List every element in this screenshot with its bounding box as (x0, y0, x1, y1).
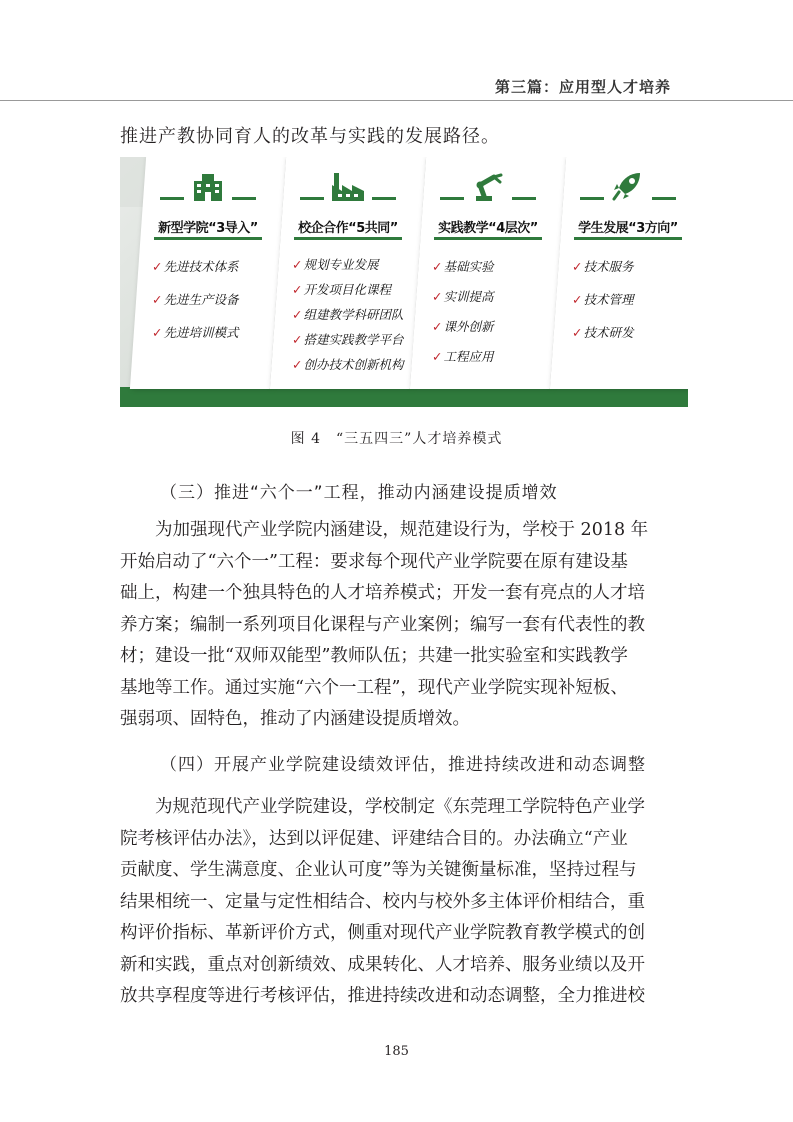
check-icon: ✓ (292, 282, 303, 297)
title-rule (154, 237, 262, 240)
list-item: ✓工程应用 (432, 349, 494, 364)
figure-caption: 图 4 “三五四三”人才培养模式 (290, 431, 503, 447)
card-school-enterprise (270, 157, 426, 389)
icon-rule-right (232, 197, 256, 200)
check-icon: ✓ (572, 292, 583, 307)
card-title: 校企合作“5共同” (298, 221, 398, 236)
check-icon: ✓ (292, 357, 303, 372)
section-4-paragraph: 为规范现代产业学院建设，学校制定《东莞理工学院特色产业学 院考核评估办法》，达到以评促建、评建结合目的。办法确立“产业 贡献度、学生满意度、企业认可度”等为关键衡量标准，坚持过程与 结果相统一、定量与定性相结合、校内与校外多主体评价相结合，重 构评价指标、革新评价方式，侧重对现代产业学院教育教学模式的创 新和实践，重点对创新绩效、成果转化、人才培养、服务业绩以及开 放共享程度等进行考核评估，推进持续改进和动态调整，全力推进校 (120, 797, 645, 1006)
icon-rule-right (652, 197, 676, 200)
check-icon: ✓ (432, 289, 443, 304)
check-icon: ✓ (572, 325, 583, 340)
title-rule (434, 237, 542, 240)
icon-rule-right (512, 197, 536, 200)
check-icon: ✓ (432, 259, 443, 274)
card-item-list (152, 257, 274, 356)
figure-green-floor (120, 387, 688, 407)
icon-rule-left (440, 197, 464, 200)
list-item: ✓技术管理 (572, 292, 634, 307)
list-item: ✓实训提高 (432, 289, 494, 304)
header-rule (0, 100, 793, 101)
check-icon: ✓ (292, 307, 303, 322)
building-icon (190, 171, 226, 201)
lead-line: 推进产教协同育人的改革与实践的发展路径。 (120, 126, 500, 147)
card-student-development (550, 157, 688, 389)
card-item-list (572, 257, 688, 356)
list-item: ✓技术服务 (572, 259, 634, 274)
list-item: ✓规划专业发展 (292, 257, 379, 272)
list-item: ✓先进技术体系 (152, 259, 239, 274)
check-icon: ✓ (292, 257, 303, 272)
check-icon: ✓ (432, 319, 443, 334)
icon-rule-left (300, 197, 324, 200)
card-title: 新型学院“3导入” (158, 221, 258, 236)
list-item: ✓基础实验 (432, 259, 494, 274)
check-icon: ✓ (152, 292, 163, 307)
list-item: ✓课外创新 (432, 319, 494, 334)
section-heading-4: （四）开展产业学院建设绩效评估，推进持续改进和动态调整 (160, 755, 646, 775)
check-icon: ✓ (292, 332, 303, 347)
title-rule (574, 237, 682, 240)
card-item-list (292, 255, 414, 380)
list-item: ✓搭建实践教学平台 (292, 332, 404, 347)
card-practice-teaching (410, 157, 566, 389)
icon-rule-left (160, 197, 184, 200)
running-header: 第三篇：应用型人才培养 (494, 78, 671, 96)
section-heading-3: （三）推进“六个一”工程，推动内涵建设提质增效 (160, 483, 558, 503)
list-item: ✓先进培训模式 (152, 325, 239, 340)
title-rule (294, 237, 402, 240)
check-icon: ✓ (152, 325, 163, 340)
list-item: ✓创办技术创新机构 (292, 357, 404, 372)
card-title: 学生发展“3方向” (578, 221, 678, 236)
list-item: ✓开发项目化课程 (292, 282, 391, 297)
check-icon: ✓ (572, 259, 583, 274)
card-item-list (432, 257, 554, 377)
check-icon: ✓ (432, 349, 443, 364)
card-title: 实践教学“4层次” (438, 221, 538, 236)
talent-model-figure (120, 157, 688, 407)
list-item: ✓组建教学科研团队 (292, 307, 404, 322)
list-item: ✓先进生产设备 (152, 292, 239, 307)
icon-rule-left (580, 197, 604, 200)
icon-rule-right (372, 197, 396, 200)
robot-arm-icon (470, 171, 506, 201)
check-icon: ✓ (152, 259, 163, 274)
factory-icon (330, 171, 366, 201)
section-3-paragraph: 为加强现代产业学院内涵建设，规范建设行为，学校于 2018 年 开始启动了“六个一”工程：要求每个现代产业学院要在原有建设基 础上，构建一个独具特色的人才培养模式；开发一套有亮点的人才培 养方案；编制一系列项目化课程与产业案例；编写一套有代表性的教 材；建设一批“双师双能型”教师队伍；共建一批实验室和实践教学 基地等工作。通过实施“六个一工程”，现代产业学院实现补短板、 强弱项、固特色，推动了内涵建设提质增效。 (120, 520, 649, 729)
page-number: 185 (384, 1044, 409, 1059)
card-new-college (130, 157, 286, 389)
list-item: ✓技术研发 (572, 325, 634, 340)
rocket-icon (610, 171, 646, 201)
